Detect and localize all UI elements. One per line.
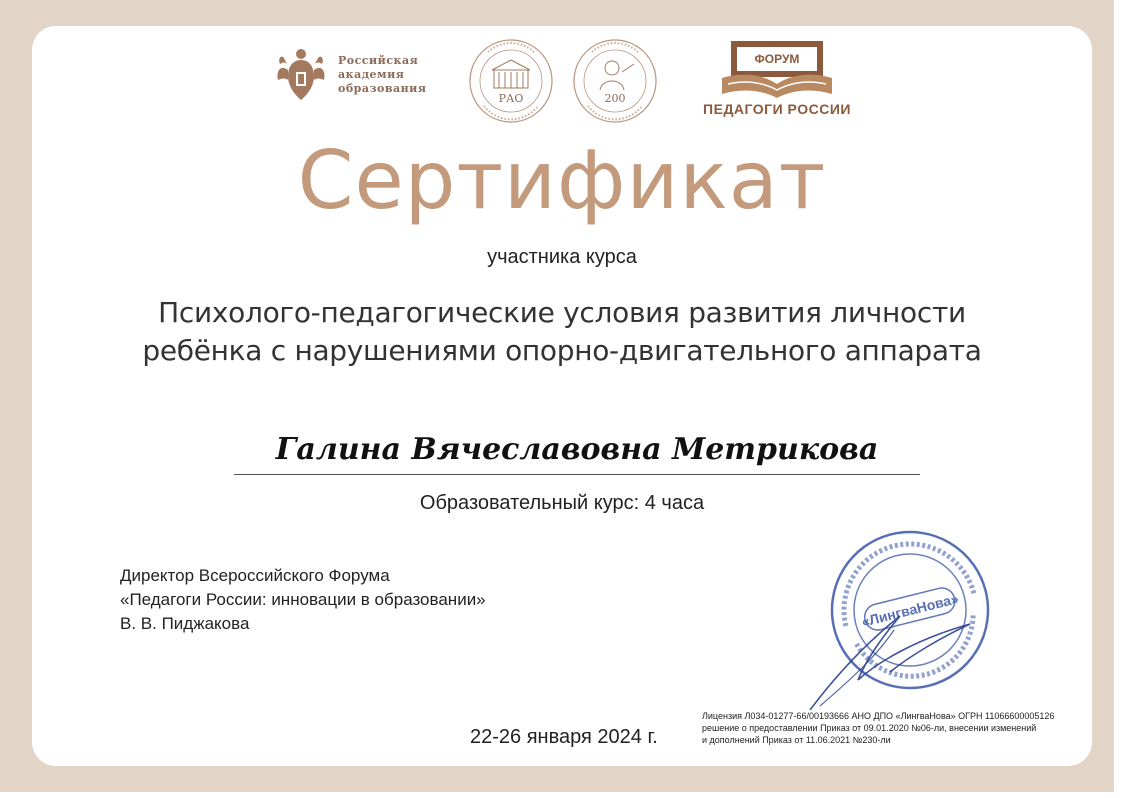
portrait-seal-icon [572,38,658,124]
course-title-line-2: ребёнка с нарушениями опорно-двигательного аппарата [142,334,982,367]
rao-anniversary-seal [468,38,554,124]
stamp-icon [770,520,1010,710]
viewer-bottom-edge [0,792,1124,798]
license-info [702,710,1054,746]
license-line-1: Лицензия Л034-01277-66/00193666 АНО ДПО «ЛингваНова» ОГРН 11066600005126 [702,711,1055,721]
viewer-edge [1113,0,1124,798]
rao-logo-text [338,54,426,96]
stamp-center-text: «ЛингваНова» [859,590,961,630]
forum-logo-name: ПЕДАГОГИ РОССИИ [703,101,851,117]
rao-line-2: академия [338,68,405,81]
license-line-3: и дополнений Приказ от 11.06.2021 №230-ли [702,735,891,745]
building-seal-icon [468,38,554,124]
ushinsky-anniversary-seal [572,38,658,124]
participant-name: Галина Вячеславовна Метрикова [275,432,879,467]
license-line-2: решение о предоставлении Приказ от 09.01.2020 №06-ли, внесении изменений [702,723,1037,733]
certificate-title: Сертификат [297,134,827,227]
signatory-line-2: «Педагоги России: инновации в образовании» [120,590,486,609]
certificate-subtitle: участника курса [487,246,637,268]
signatory-block [120,564,486,636]
forum-logo-word: ФОРУМ [754,52,800,66]
course-title [92,294,1032,370]
forum-logo [682,38,872,120]
organization-stamp [770,520,1010,710]
rao-logo [274,42,454,106]
rao-seal-text: РАО [498,92,524,105]
signatory-line-1: Директор Всероссийского Форума [120,566,390,585]
signatory-line-3: В. В. Пиджакова [120,614,250,633]
ushinsky-seal-text: 200 [604,92,626,105]
certificate-card [32,26,1092,766]
course-dates: 22-26 января 2024 г. [470,726,658,748]
rao-line-3: образования [338,82,427,95]
course-title-line-1: Психолого-педагогические условия развития личности [158,296,966,329]
course-duration: Образовательный курс: 4 часа [419,492,705,514]
double-eagle-icon [274,46,328,104]
open-book-icon [682,38,872,100]
rao-line-1: Российская [338,54,419,67]
name-underline [234,474,920,475]
